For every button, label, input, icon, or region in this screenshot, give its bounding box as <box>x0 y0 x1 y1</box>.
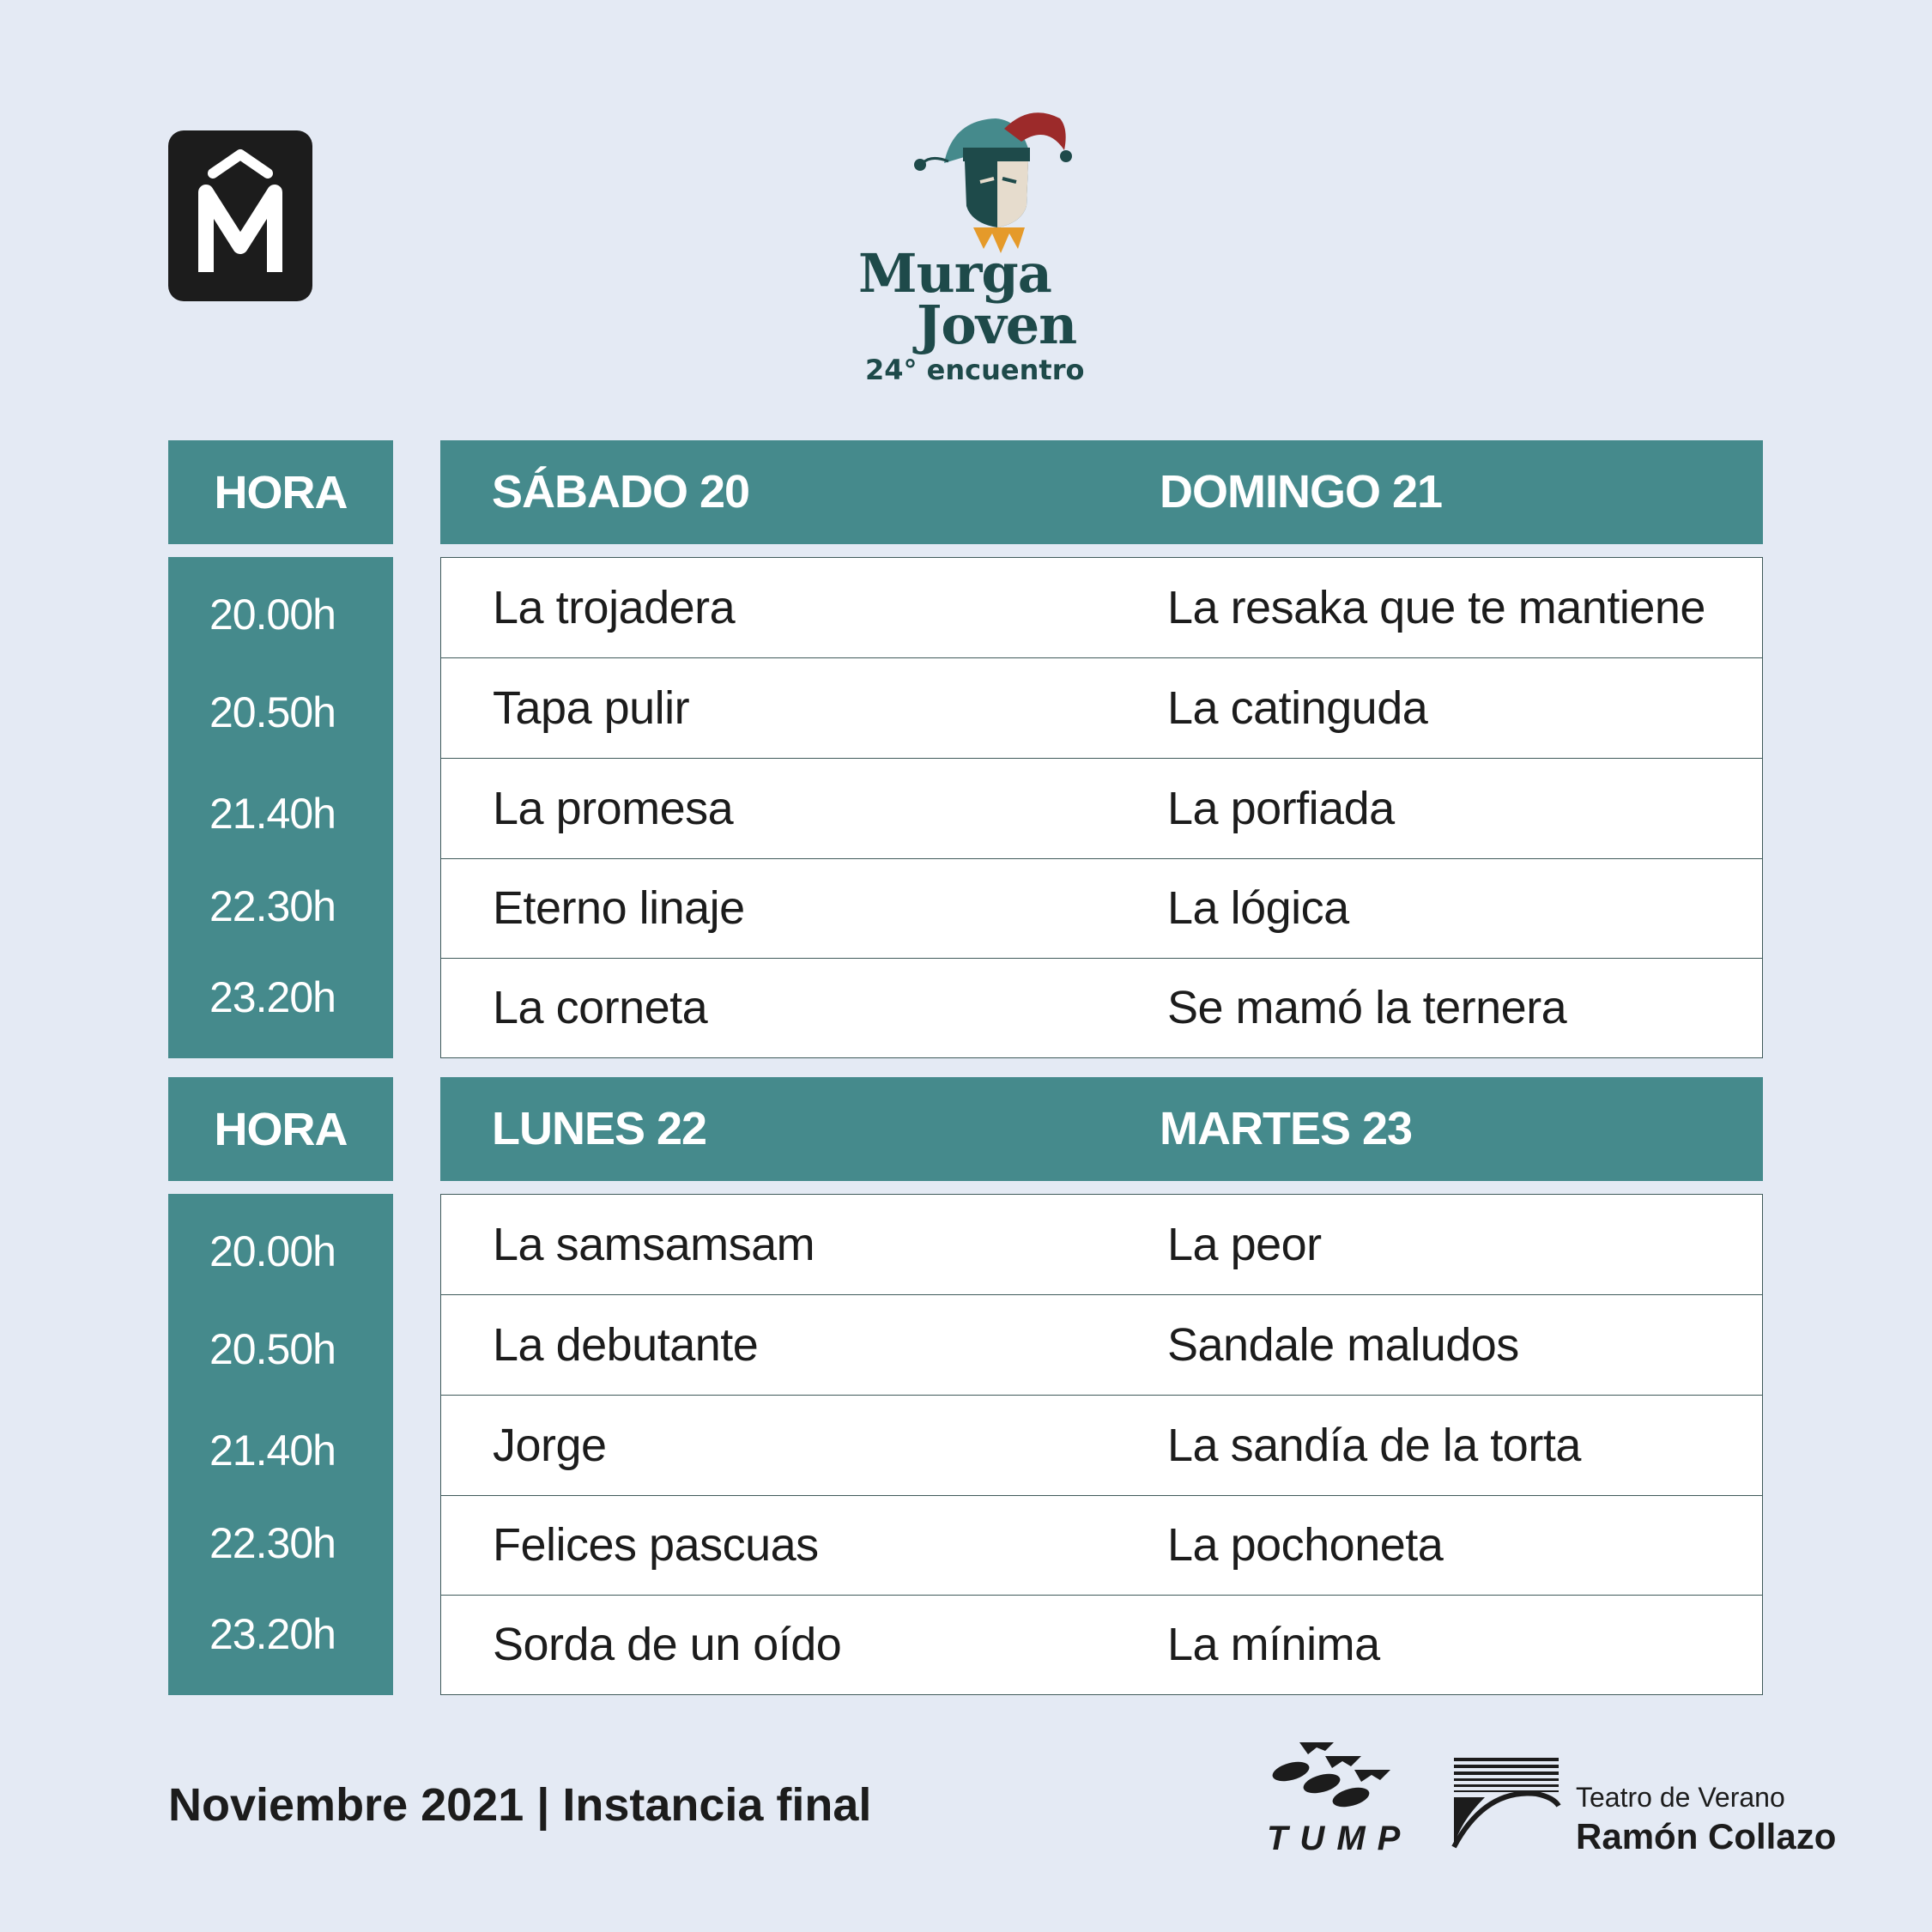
schedule-grid <box>440 557 1763 1058</box>
murga-name: La promesa <box>493 783 734 834</box>
table-row <box>441 1595 1762 1694</box>
time-slot: 23.20h <box>209 973 336 1021</box>
teatro-line1: Teatro de Verano <box>1576 1782 1785 1813</box>
logo-title-line1: Murga <box>858 242 1051 305</box>
murga-name: La sandía de la torta <box>1167 1420 1581 1471</box>
day-header: SÁBADO 20 <box>492 466 750 518</box>
murga-name: Sandale maludos <box>1167 1319 1519 1371</box>
murga-name: La trojadera <box>493 582 736 633</box>
murga-name: La porfiada <box>1167 783 1395 834</box>
time-column <box>168 1194 393 1695</box>
day-header: LUNES 22 <box>492 1103 707 1154</box>
tump-icon <box>1265 1735 1402 1821</box>
murga-joven-logo <box>858 103 1099 395</box>
table-row <box>441 658 1762 759</box>
footer-caption: Noviembre 2021 | Instancia final <box>168 1779 872 1831</box>
time-slot: 23.20h <box>209 1610 336 1658</box>
murga-name: Jorge <box>493 1420 607 1471</box>
jester-icon <box>901 103 1073 257</box>
murga-name: Se mamó la ternera <box>1167 982 1567 1033</box>
teatro-logo <box>1451 1754 1837 1857</box>
teatro-line2: Ramón Collazo <box>1576 1816 1837 1856</box>
table-row <box>441 558 1762 658</box>
murga-name: Tapa pulir <box>493 682 690 734</box>
murga-name: La pochoneta <box>1167 1519 1444 1571</box>
logo-title-line2: Joven <box>917 294 1077 356</box>
time-slot: 20.00h <box>209 1227 336 1275</box>
day-header: MARTES 23 <box>1160 1103 1413 1154</box>
murga-name: La mínima <box>1167 1619 1380 1670</box>
hora-header: HORA <box>168 1077 393 1181</box>
murga-name: La debutante <box>493 1319 759 1371</box>
murga-name: Eterno linaje <box>493 882 745 934</box>
time-slot: 20.50h <box>209 688 336 736</box>
murga-name: Sorda de un oído <box>493 1619 842 1670</box>
time-slot: 22.30h <box>209 1519 336 1567</box>
murga-name: La peor <box>1167 1219 1322 1270</box>
time-slot: 21.40h <box>209 1426 336 1475</box>
murga-name: La lógica <box>1167 882 1349 934</box>
murga-name: La catinguda <box>1167 682 1428 734</box>
murga-name: La samsamsam <box>493 1219 815 1270</box>
time-slot: 20.00h <box>209 591 336 639</box>
table-row <box>441 1295 1762 1396</box>
murga-name: La resaka que te mantiene <box>1167 582 1705 633</box>
teatro-arch-icon <box>1451 1754 1562 1850</box>
time-column <box>168 557 393 1058</box>
time-slot: 22.30h <box>209 882 336 930</box>
m-logo-badge <box>168 130 312 301</box>
table-row <box>441 958 1762 1057</box>
time-slot: 20.50h <box>209 1325 336 1373</box>
table-row <box>441 1396 1762 1496</box>
day-header-row <box>440 440 1763 544</box>
murga-name: Felices pascuas <box>493 1519 819 1571</box>
table-row <box>441 1495 1762 1596</box>
tump-label: TUMP <box>1267 1820 1413 1857</box>
day-header: DOMINGO 21 <box>1160 466 1443 518</box>
hora-header: HORA <box>168 440 393 544</box>
day-header-row <box>440 1077 1763 1181</box>
table-row <box>441 858 1762 959</box>
table-row <box>441 1195 1762 1295</box>
schedule-grid <box>440 1194 1763 1695</box>
tump-logo <box>1265 1735 1413 1857</box>
time-slot: 21.40h <box>209 790 336 838</box>
murga-name: La corneta <box>493 982 708 1033</box>
m-logo-icon <box>168 130 312 301</box>
table-row <box>441 759 1762 859</box>
logo-subtitle: 24° encuentro <box>865 354 1085 386</box>
